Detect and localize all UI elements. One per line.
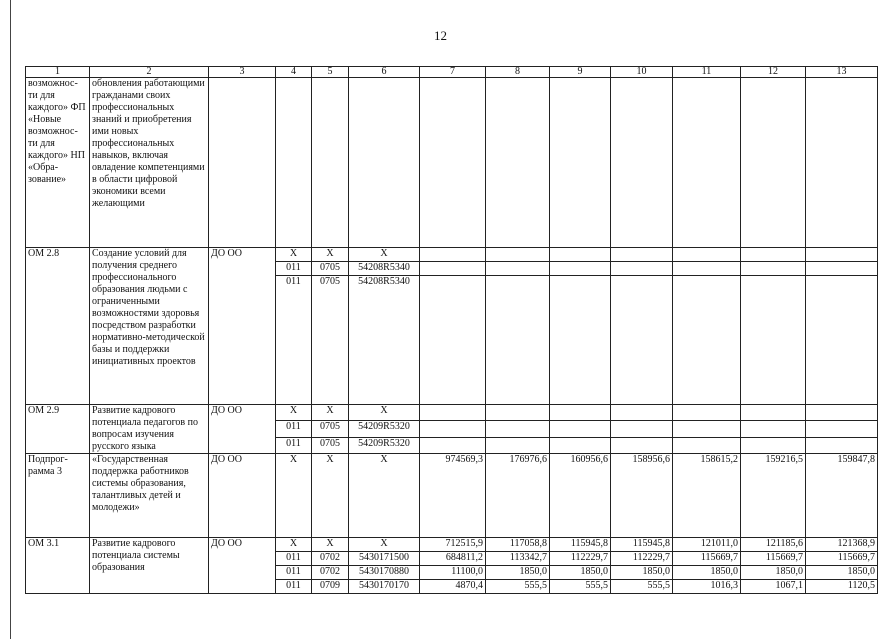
col-header: 13 [806,67,878,78]
value-cell: 158956,6 [611,454,673,538]
section-code: Х [312,454,349,538]
measure-name: Развитие кадрового потенциала педагогов по вопросам изучения русского языка [90,405,209,454]
subprogram-name: «Государственная поддержка работников системы образования, талантливых детей и молодежи» [90,454,209,538]
section-code: 0702 [312,552,349,566]
target-code: 54208R5340 [349,276,420,405]
col-header: 6 [349,67,420,78]
continued-name-cell: обновления работающими гражданами своих профессиональных знаний и приобретения ими новых профессиональных навыков, включая овладение компетенциями в области цифровой экономики всеми желающими [90,78,209,248]
executor: ДО ОО [209,454,276,538]
value-cell: 115945,8 [611,538,673,552]
section-code: Х [312,538,349,552]
executor: ДО ОО [209,248,276,405]
value-cell: 115669,7 [806,552,878,566]
col-header: 5 [312,67,349,78]
target-code: 54209R5320 [349,437,420,453]
continued-code-cell: возможнос-ти для каждого» ФП «Новые возможнос-ти для каждого» НП «Обра-зование» [26,78,90,248]
value-cell: 1850,0 [673,566,741,580]
value-cell: 1850,0 [486,566,550,580]
target-code: Х [349,454,420,538]
measure-code: ОМ 2.9 [26,405,90,454]
value-cell: 1850,0 [550,566,611,580]
value-cell: 159216,5 [741,454,806,538]
col-header: 9 [550,67,611,78]
value-cell: 113342,7 [486,552,550,566]
table-row [26,248,878,262]
col-header: 8 [486,67,550,78]
col-header: 1 [26,67,90,78]
grbs-code: 011 [276,552,312,566]
value-cell: 121011,0 [673,538,741,552]
value-cell: 112229,7 [611,552,673,566]
value-cell: 4870,4 [420,580,486,594]
value-cell: 176976,6 [486,454,550,538]
program-table [25,66,878,594]
page-edge-line [10,0,11,639]
subprogram-code: Подпрог-рамма 3 [26,454,90,538]
grbs-code: Х [276,454,312,538]
value-cell: 712515,9 [420,538,486,552]
target-code: 5430170170 [349,580,420,594]
value-cell: 115669,7 [673,552,741,566]
grbs-code: 011 [276,276,312,405]
value-cell: 115669,7 [741,552,806,566]
value-cell: 1850,0 [741,566,806,580]
value-cell: 112229,7 [550,552,611,566]
section-code: 0702 [312,566,349,580]
grbs-code: 011 [276,262,312,276]
value-cell: 117058,8 [486,538,550,552]
target-code: Х [349,405,420,421]
executor: ДО ОО [209,538,276,594]
grbs-code: Х [276,248,312,262]
value-cell: 1850,0 [611,566,673,580]
executor: ДО ОО [209,405,276,454]
measure-code: ОМ 3.1 [26,538,90,594]
section-code: Х [312,248,349,262]
col-header: 7 [420,67,486,78]
target-code: 5430170880 [349,566,420,580]
value-cell: 555,5 [486,580,550,594]
value-cell: 121185,6 [741,538,806,552]
grbs-code: Х [276,405,312,421]
col-header: 2 [90,67,209,78]
target-code: 54209R5320 [349,421,420,437]
value-cell: 1120,5 [806,580,878,594]
value-cell: 684811,2 [420,552,486,566]
value-cell: 121368,9 [806,538,878,552]
col-header: 12 [741,67,806,78]
value-cell: 159847,8 [806,454,878,538]
table-row [26,78,878,248]
value-cell: 974569,3 [420,454,486,538]
section-code: 0705 [312,421,349,437]
col-header: 10 [611,67,673,78]
value-cell: 115945,8 [550,538,611,552]
section-code: Х [312,405,349,421]
grbs-code: 011 [276,437,312,453]
target-code: 54208R5340 [349,262,420,276]
col-header: 3 [209,67,276,78]
col-header: 11 [673,67,741,78]
measure-name: Создание условий для получения среднего профессионального образования людьми с ограниченными возможностями здоровья посредством разработки нормативно-методической базы и поддержки инициативных проектов [90,248,209,405]
measure-name: Развитие кадрового потенциала системы образования [90,538,209,594]
value-cell: 1067,1 [741,580,806,594]
value-cell: 11100,0 [420,566,486,580]
table-row [26,538,878,552]
column-number-row [26,67,878,78]
value-cell: 1850,0 [806,566,878,580]
page-number: 12 [434,28,447,43]
table-row [26,454,878,538]
target-code: 5430171500 [349,552,420,566]
section-code: 0705 [312,262,349,276]
col-header: 4 [276,67,312,78]
value-cell: 555,5 [550,580,611,594]
grbs-code: 011 [276,566,312,580]
value-cell: 555,5 [611,580,673,594]
section-code: 0709 [312,580,349,594]
value-cell: 1016,3 [673,580,741,594]
grbs-code: 011 [276,421,312,437]
section-code: 0705 [312,276,349,405]
target-code: Х [349,538,420,552]
grbs-code: Х [276,538,312,552]
value-cell: 158615,2 [673,454,741,538]
section-code: 0705 [312,437,349,453]
measure-code: ОМ 2.8 [26,248,90,405]
grbs-code: 011 [276,580,312,594]
value-cell: 160956,6 [550,454,611,538]
table-row [26,405,878,421]
target-code: Х [349,248,420,262]
